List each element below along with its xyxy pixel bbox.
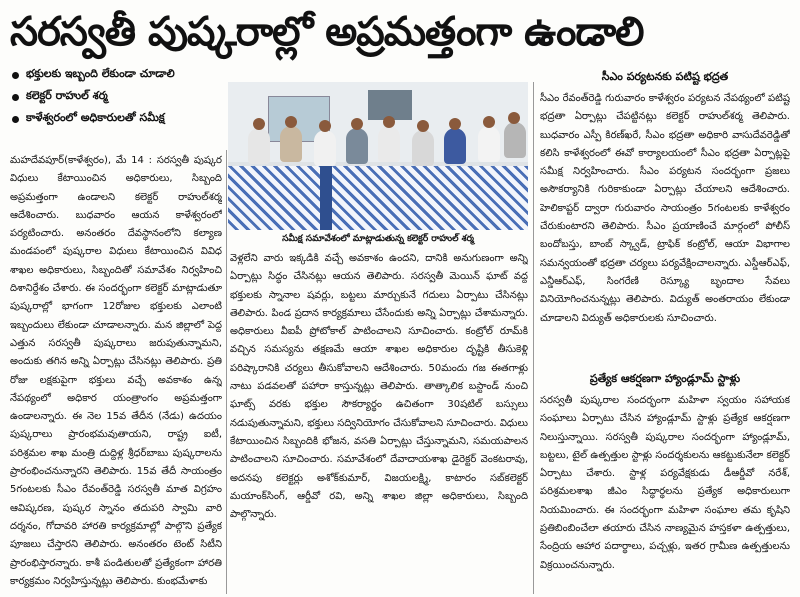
bullet-item: [12, 64, 222, 86]
article-text: సీఎం రేవంత్‌రెడ్డి గురువారం కాళేశ్వరం పర్యటన నేపథ్యంలో పటిష్ట భద్రతా ఏర్పాట్లు చేపట్టినట్లు కలెక్టర్ రాహుల్‌శర్మ తెలిపారు. బుధవారం ఎస్పీ కిరణ్‌ఖరే, సీఎం భద్రతా అధికారి వాసుదేవరెడ్డితో కలిసి కాళేశ్వరంలో ఈవో కార్యాలయంలో సీఎం భద్రతా ఏర్పాట్లపై సమీక్ష నిర్వహించారు. సీఎం పర్యటన సందర్భంగా ప్రజలు అసౌకర్యానికి గురికాకుండా ఏర్పాట్లు చేయాలని ఆదేశించారు. హెలికాప్టర్ ద్వారా గురువారం సాయంత్రం 5గంటలకు కాళేశ్వరం చేరుకుంటారని తెలిపారు. సీఎం ప్రయాణించే మార్గంలో పోలీస్ బందోబస్తు, బాంబ్ స్క్వాడ్, ట్రాఫిక్ కంట్రోల్, ఆయా విభాగాల సమన్వయంతో భద్రతా చర్యలు పర్యవేక్షించాలన్నారు. ఎస్డీఆర్ఎఫ్, ఎన్డీఆర్ఎఫ్, సింగరేణి రెస్క్యూ బృందాల సేవలు వినియోగించనున్నట్లు తెలిపారు. విద్యుత్ అంతరాయం లేకుండా చూడాలని విద్యుత్ అధికారులకు సూచించారు.: [540, 93, 790, 324]
section-heading-security: సీఎం పర్యటనకు పటిష్ట భద్రత: [601, 70, 729, 83]
article-text: సరస్వతీ పుష్కరాల సందర్భంగా మహిళా స్వయం సహాయక సంఘాలు ఏర్పాటు చేసిన హ్యాండ్లూమ్ స్టాళ్లు ప్రత్యేక ఆకర్షణగా నిలుస్తున్నాయి. సరస్వతీ పుష్కరాల సందర్భంగా హ్యాండ్లూమ్, బట్టలు, టైల్ ఉత్పత్తుల స్టాళ్లు సందర్శకులను ఆకట్టుకునేలా కలెక్టర్ ఏర్పాటు చేశారు. స్టాళ్ల పర్యవేక్షకుడు డీఆర్డీవో నరేశ్, పరిశ్రమలశాఖ జీఎం సిద్ధార్థలను ప్రత్యేక అధికారులుగా నియమించారు. ఈ సందర్భంగా మహిళా సంఘాల తమ కృషిని ప్రతిబింబించేలా తయారు చేసిన నాణ్యమైన హస్తకళా ఉత్పత్తులు, సేంద్రియ ఆహార పదార్థాలు, పచ్చళ్లు, ఇతర గ్రామీణ ఉత్పత్తులను విక్రయించనున్నారు.: [540, 395, 790, 571]
article-text: వెళ్లలేని వారు ఇక్కడికి వచ్చే అవకాశం ఉందని, దానికి అనుగుణంగా అన్ని ఏర్పాట్లు సిద్ధం చేసినట్లు ఆయన తెలిపారు. సరస్వతీ మెయిన్ ఘాట్ వద్ద భక్తులకు స్నానాల షవర్లు, బట్టలు మార్చుకునే గదులు ఏర్పాటు చేసినట్లు తెలిపారు. పిండ ప్రదాన కార్యక్రమాలు చేసేందుకు అన్ని ఏర్పాట్లు చేశామన్నారు. అధికారులు వీఐపీ ప్రోటోకాల్ పాటించాలని సూచించారు. కంట్రోల్ రూమ్‌కి వచ్చిన సమస్యను తక్షణమే ఆయా శాఖల అధికారుల దృష్టికి తీసుకెళ్లి పరిష్కారానికి చర్యలు తీసుకోవాలని ఆదేశించారు. 50మందు గజ ఈతగాళ్లు నాటు పడవలతో పహారా కాస్తున్నట్లు తెలిపారు. తాత్కాలిక బస్టాండ్ నుంచి ఘాట్స్ వరకు భక్తుల సౌకర్యార్థం ఉచితంగా 30షటిల్ బస్సులు నడుపుతున్నామని, భక్తులు సద్వినియోగం చేసుకోవాలని సూచించారు. విధులు కేటాయించిన సిబ్బందికి భోజన, వసతి ఏర్పాట్లు చేస్తున్నామని, సమయపాలన పాటించాలని సూచించారు. సమావేశంలో దేవాదాయశాఖ డైరెక్టర్ వెంకటరావు, అదనపు కలెక్టర్లు అశోక్‌కుమార్, విజయలక్ష్మి, కాటారం సబ్‌కలెక్టర్ మయాంక్‌సింగ్, ఆర్డీవో రవి, అన్ని శాఖల జిల్లా అధికారులు, సిబ్బంది పాల్గొన్నారు.: [230, 253, 528, 521]
subheadline-bullets: [12, 64, 222, 130]
bullet-icon: [12, 94, 19, 101]
meeting-photo: [228, 82, 528, 230]
bullet-text: కలెక్టర్ రాహుల్ శర్మ: [26, 89, 108, 102]
article-column-2: [230, 250, 528, 594]
bullet-icon: [12, 72, 19, 79]
headline: సరస్వతీ పుష్కరాల్లో అప్రమత్తంగా ఉండాలి: [10, 9, 644, 55]
article-column-3: [540, 90, 790, 340]
article-column-1: [10, 152, 222, 594]
bullet-text: భక్తులకు ఇబ్బంది లేకుండా చూడాలి: [26, 67, 175, 80]
column-divider: [226, 150, 227, 594]
bullet-item: [12, 86, 222, 108]
article-column-4: [540, 392, 790, 594]
bullet-icon: [12, 116, 19, 123]
column-divider: [533, 82, 534, 594]
photo-caption: సమీక్ష సమావేశంలో మాట్లాడుతున్న కలెక్టర్ రాహుల్ శర్మ: [282, 234, 474, 244]
section-heading-handloom: ప్రత్యేక ఆకర్షణగా హ్యాండ్లూమ్ స్టాళ్లు: [589, 372, 741, 385]
bullet-text: కాళేశ్వరంలో అధికారులతో సమీక్ష: [26, 111, 165, 124]
bullet-item: [12, 108, 222, 130]
article-text: మహదేవపూర్(కాళేశ్వరం), మే 14 : సరస్వతీ పుష్కర విధులు కేటాయించిన అధికారులు, సిబ్బంది అప్రమత్తంగా ఉండాలని కలెక్టర్ రాహుల్‌శర్మ ఆదేశించారు. బుధవారం ఆయన కాళేశ్వరంలో పర్యటించారు. అనంతరం దేవస్థానంలోని కల్యాణ మండపంలో పుష్కరాల విధులు కేటాయించిన వివిధ శాఖల అధికారులు, సిబ్బందితో సమావేశం నిర్వహించి దిశానిర్దేశం చేశారు. ఈ సందర్భంగా కలెక్టర్ మాట్లాడుతూ పుష్కరాల్లో భాగంగా 12రోజుల భక్తులకు ఎలాంటి ఇబ్బందులు లేకుండా చూడాలన్నారు. మన జిల్లాలో పెద్ద ఎత్తున సరస్వతీ పుష్కరాలు జరుపుతున్నామని, అందుకు తగిన అన్ని ఏర్పాట్లు చేసినట్లు తెలిపారు. ప్రతి రోజు లక్షకుపైగా భక్తులు వచ్చే అవకాశం ఉన్న నేపథ్యంలో అధికార యంత్రాంగం అప్రమత్తంగా ఉండాలన్నారు. ఈ నెల 15వ తేదీన (నేడు) ఉదయం పుష్కరాలు ప్రారంభమవుతాయని, రాష్ట్ర ఐటీ, పరిశ్రమల శాఖ మంత్రి దుద్దిళ్ల శ్రీధర్‌బాబు పుష్కరాలను ప్రారంభించనున్నారని తెలిపారు. 15వ తేదీ సాయంత్రం 5గంటలకు సీఎం రేవంత్‌రెడ్డి సరస్వతీ మాత విగ్రహం ఆవిష్కరణ, పుష్కర స్నానం తదుపరి స్వామి వారి దర్శనం, గోదావరి హారతి కార్యక్రమాల్లో పాల్గొని ప్రత్యేక పూజలు చేస్తారని తెలిపారు. అనంతరం టెంట్ సిటీని ప్రారంభిస్తారన్నారు. కాశీ పండితులతో ప్రత్యేకంగా హారతి కార్యక్రమం నిర్వహిస్తున్నట్లు తెలిపారు. కుంభమేళాకు: [10, 155, 222, 587]
